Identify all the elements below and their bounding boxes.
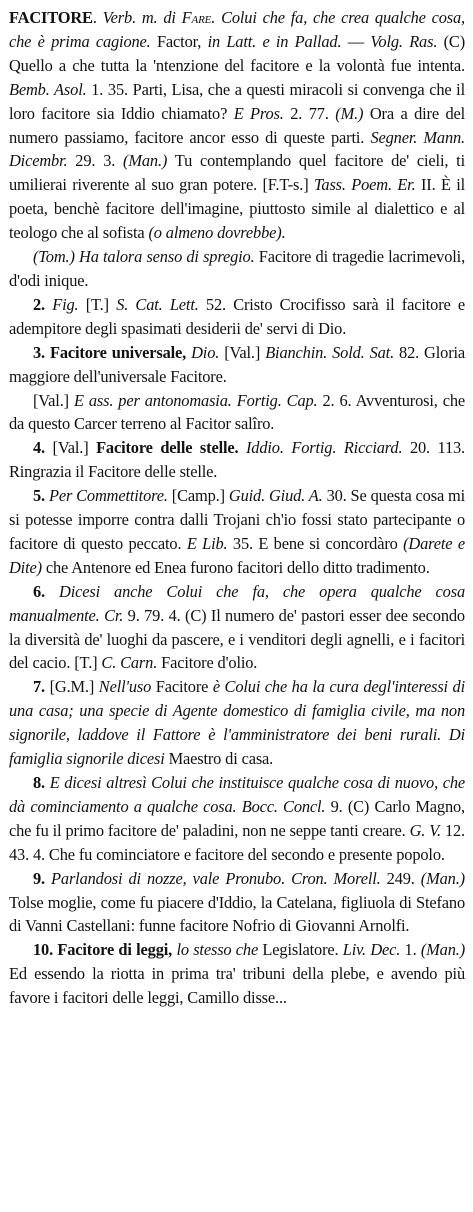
headword: FACITORE [9, 8, 93, 27]
citation-text: Facitore di tragedie lacrimevoli, d'odi inique. [9, 247, 466, 290]
sense-10: 10. Facitore di leggi, lo stesso che Legislatore. Liv. Dec. 1. (Man.) Ed essendo la riotta in prima tra' tribuni della plebe, e avendo più favore i facitori delle leggi, Camillo disse... [9, 940, 466, 1008]
entry-facitore: FACITORE. Verb. m. di Fare. Colui che fa, che crea qualche cosa, che è prima cagione. Factor, in Latt. e in Pallad. — Volg. Ras. (C) Quello a che tutta la 'ntenzione del facitore e la volontà fue intenta. Bemb. Asol. 1. 35. Parti, Lisa, che a questi miracoli si convenga che il loro facitore sia Iddio chiamato? E Pros. 2. 77. (M.) Ora a dire del numero passiamo, facitore ancor esso di queste parti. Segner. Mann. Dicembr. 29. 3. (Man.) Tu contemplando quel facitore de' cieli, ti umilierai riverente al suo gran potere. [F.T-s.] Tass. Poem. Er. II. È il poeta, benchè facitore dell'imagine, piuttosto simile al dialettico e al teologo che al sofista (o almeno dovrebbe). [9, 8, 466, 243]
root-word: Fare [181, 8, 212, 27]
sense-6: 6. Dicesi anche Colui che fa, che opera qualche cosa manualmente. Cr. 9. 79. 4. (C) Il numero de' pastori esser dee secondo la diversità de' luoghi da pascere, e i venditori degli agnelli, e i facitori del cacio. [T.] C. Carn. Facitore d'olio. [9, 581, 465, 673]
sense-5: 5. Per Commettitore. [Camp.] Guid. Giud. A. 30. Se questa cosa mi si potesse imporre contra dalli Trojani ch'io fossi stato partecipante o facitore di questo peccato. E Lib. 35. E bene si concordàro (Darete e Dite) che Antenore ed Enea furono facitori dello ditto tradimento. [9, 486, 466, 577]
usage-note: Ha talora senso di spregio. [79, 247, 255, 267]
sense-7: 7. [G.M.] Nell'uso Facitore è Colui che ha la cura degl'interessi di una casa; una specie di Agente domestico di famiglia civile, ma non signorile, laddove il Fattore è l'amministratore dei beni rurali. Di famiglia signorile dicesi Maestro di casa. [9, 677, 466, 769]
definition: Colui che fa, che crea qualche cosa, che è prima cagione. [9, 8, 465, 51]
citation: Volg. Ras. [370, 31, 438, 51]
sense-9: 9. Parlandosi di nozze, vale Pronubo. Cron. Morell. 249. (Man.) Tolse moglie, come fu piacere d'Iddio, la Catelana, figliuola di Stefano di Vanni Castellani: funne facitore Nofrio di Giovanni Arnolfi. [9, 868, 465, 936]
citation-text: È il poeta, benchè facitore dell'imagine, piuttosto simile al dialettico e al teologo che al sofista [9, 175, 466, 243]
citation-text: Ora a dire del numero passiamo, facitore ancor esso di queste parti. [9, 103, 466, 147]
grammar-note: Verb. m. di Fare. [102, 8, 216, 27]
citation: Bemb. Asol. [9, 79, 87, 99]
citation-text: (C) Quello a che tutta la 'ntenzione del facitore e la volontà fue intenta. [9, 31, 466, 75]
citation: Segner. Mann. Dicembr. [9, 127, 466, 171]
tom-note: (Tom.) Ha talora senso di spregio. Facitore di tragedie lacrimevoli, d'odi inique. [9, 247, 466, 290]
citation-text: 1. 35. Parti, Lisa, che a questi miracoli si convenga che il loro facitore sia Iddio chiamato? [9, 79, 465, 123]
citation-text: Tu contemplando quel facitore de' cieli, ti umilierai riverente al suo gran potere. [9, 151, 465, 195]
sense-2: 2. Fig. [T.] S. Cat. Lett. 52. Cristo Crocifisso sarà il facitore e adempitore degli spasimati desiderii de' servi di Dio. [9, 294, 465, 338]
latin-source: in Latt. e in Pallad. [207, 31, 342, 51]
citation: E Pros. [233, 103, 284, 123]
sense-3: 3. Facitore universale, Dio. [Val.] Bianchin. Sold. Sat. 82. Gloria maggiore dell'universale Facitore. [9, 342, 466, 386]
sense-8: 8. E dicesi altresì Colui che instituisce qualche cosa di nuovo, che dà cominciamento a qualche cosa. Bocc. Concl. 9. (C) Carlo Magno, che fu il primo facitore de' paladini, non ne seppe tanti creare. G. V. 12. 43. 4. Che fu cominciatore e facitore del secondo e presente popolo. [9, 773, 466, 864]
latin: Factor, [156, 31, 202, 51]
citation: Tass. Poem. Er. [313, 175, 416, 195]
sense-4: 4. [Val.] Facitore delle stelle. Iddio. Fortig. Ricciard. 20. 113. Ringrazia il Facitore delle stelle. [9, 438, 466, 482]
sense-3-ass: [Val.] E ass. per antonomasia. Fortig. Cap. 2. 6. Avventurosi, che da questo Carcer terreno al Facitor salîro. [9, 390, 466, 434]
